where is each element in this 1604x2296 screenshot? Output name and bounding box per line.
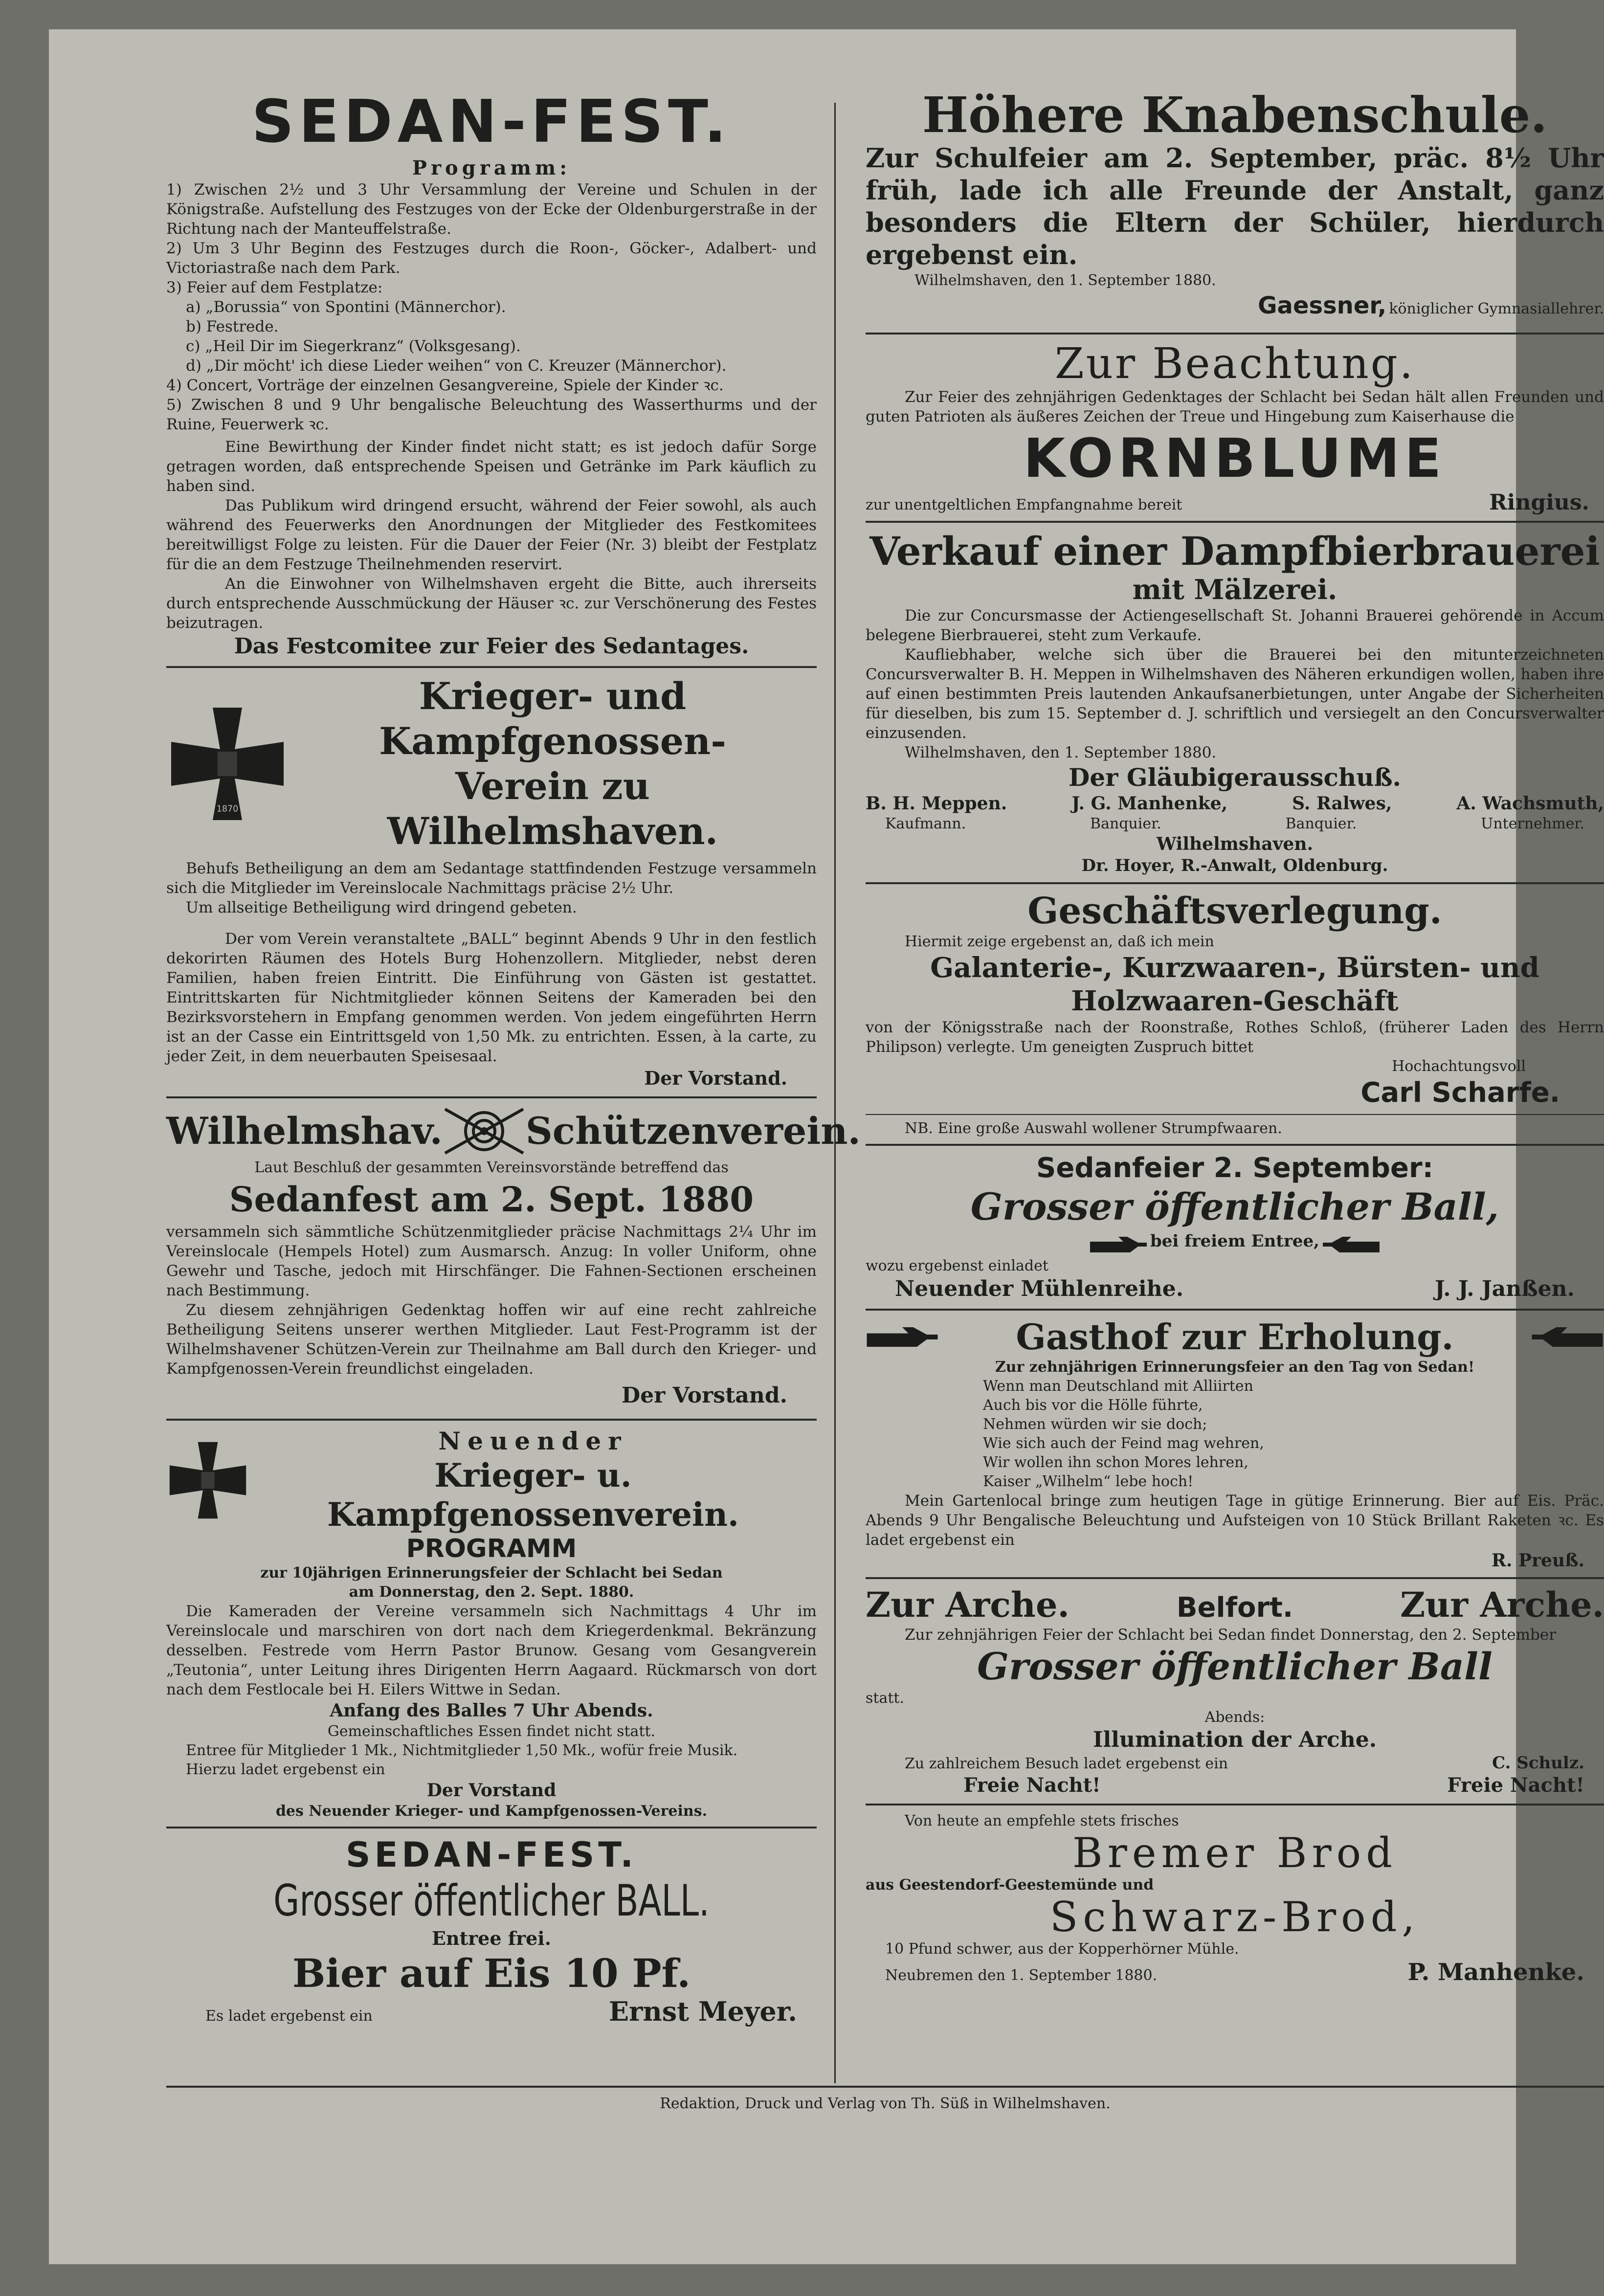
sedan-fest2-title: SEDAN-FEST. (346, 1835, 637, 1875)
creditor-name: A. Wachsmuth, (1456, 793, 1604, 814)
brod-pfund: 10 Pfund schwer, aus der Kopperhörner Mühle. (885, 1940, 1239, 1958)
verlegung-heading1: Galanterie-, Kurzwaaren-, Bürsten- und (930, 952, 1539, 984)
pointing-hand-left-icon (1322, 1235, 1381, 1254)
schuetzen-headline: Sedanfest am 2. Sept. 1880 (229, 1179, 754, 1220)
programm-item: c) „Heil Dir im Siegerkranz“ (Volksgesang). (186, 337, 521, 355)
creditor-roles (866, 814, 1604, 833)
programm-item: 1) Zwischen 2½ und 3 Uhr Versammlung der Vereine und Schulen in der Königstraße. Aufstellung des Festzuges von der Ecke der Oldenburgerstraße in der Richtung nach der Manteuffelstraße. (166, 181, 817, 238)
schuetzen-title-left: Wilhelmshav. (166, 1109, 443, 1153)
beachtung-text: Zur Feier des zehnjährigen Gedenktages der Schlacht bei Sedan hält allen Freunden und guten Patrioten als äußeres Zeichen der Treue und Hingebung zum Kaiserhause die (866, 388, 1604, 425)
paragraph: Kaufliebhaber, welche sich über die Brauerei bei den mitunterzeichneten Concursverwalter B. H. Meppen in Wilhelmshaven des Näheren erkundigen wollen, haben ihre auf einen bestimmten Preis lautenden Ankaufsanerbietungen, unter Angabe der Sicherheiten für dieselben, bis zum 15. September d. J. schriftlich und versiegelt an den Concursverwalter einzusenden. (866, 646, 1604, 742)
programm-item: 5) Zwischen 8 und 9 Uhr bengalische Beleuchtung des Wasserthurms und der Ruine, Feuerwerk ꝛc. (166, 396, 817, 433)
iron-cross-icon (166, 1439, 249, 1522)
ad-brod (866, 1811, 1604, 1986)
ad-sedanfeier (866, 1152, 1604, 1303)
brod-name: P. Manhenke. (1407, 1959, 1584, 1986)
divider (166, 1419, 817, 1421)
ad-sedan-fest-meyer (166, 1834, 817, 2027)
knabenschule-title: Höhere Knabenschule. (922, 86, 1548, 144)
verlegung-text: von der Königsstraße nach der Roonstraße, Rothes Schloß, (früherer Laden des Herrn Philipson) verlegte. Um geneigten Zuspruch bittet (866, 1019, 1604, 1056)
sedanfeier-ball: Grosser öffentlicher Ball, (970, 1185, 1499, 1228)
programm-item: b) Festrede. (186, 318, 279, 335)
paragraph: Die zur Concursmasse der Actiengesellschaft St. Johanni Brauerei gehörende in Accum belegene Bierbrauerei, steht zum Verkaufe. (866, 607, 1604, 644)
sedanfeier-name: J. J. Janßen. (1434, 1276, 1575, 1301)
brod-aus: aus Geestendorf-Geestemünde und (866, 1876, 1154, 1894)
sedan-fest2-ball: Grosser öffentlicher BALL. (273, 1875, 710, 1926)
pointing-hand-right-icon (866, 1323, 939, 1351)
divider (866, 521, 1604, 523)
target-icon (443, 1104, 526, 1158)
neuender-small-title: Neuender (438, 1427, 628, 1455)
neuender-sub1: zur 10jährigen Erinnerungsfeier der Schlacht bei Sedan (260, 1564, 723, 1582)
brod-bremer: Bremer Brod (1072, 1829, 1398, 1877)
arche-freie-nacht: Freie Nacht! (1447, 1774, 1584, 1797)
ad-krieger-verein (166, 674, 817, 1091)
verlegung-heading2: Holzwaaren-Geschäft (1071, 985, 1399, 1017)
newspaper-page (49, 29, 1604, 2264)
verlegung-intro: Hiermit zeige ergebenst an, daß ich mein (905, 933, 1214, 950)
kornblume: KORNBLUME (1023, 427, 1447, 490)
sedanfeier-entree: bei freiem Entree, (1150, 1231, 1320, 1251)
creditor-role: Banquier. (1090, 815, 1161, 832)
knabenschule-name: Gaessner, (1258, 292, 1387, 319)
sedan-fest2-bier: Bier auf Eis 10 Pf. (292, 1950, 691, 1996)
neuender-entree: Entree für Mitglieder 1 Mk., Nichtmitglieder 1,50 Mk., wofür freie Musik. (186, 1742, 738, 1759)
ad-sedan-fest (166, 88, 817, 660)
paragraph: Wilhelmshaven, den 1. September 1880. (905, 744, 1217, 761)
paragraph: Zu diesem zehnjährigen Gedenktag hoffen wir auf eine recht zahlreiche Betheiligung Seitens unserer werthen Mitglieder. Laut Fest-Programm ist der Wilhelmshavener Schützen-Verein zur Theilnahme am Ball durch den Krieger- und Kampfgenossen-Verein freundlichst eingeladen. (166, 1301, 817, 1378)
neuender-title: Krieger- u. Kampfgenossenverein. (327, 1456, 739, 1534)
erholung-sub: Zur zehnjährigen Erinnerungsfeier an den Tag von Sedan! (995, 1359, 1475, 1376)
sedan-fest2-ladet: Es ladet ergebenst ein (205, 2007, 373, 2025)
arche-freie-nacht: Freie Nacht! (963, 1774, 1101, 1797)
knabenschule-date: Wilhelmshaven, den 1. September 1880. (914, 272, 1216, 289)
left-column (166, 88, 861, 2027)
iron-cross-icon (166, 703, 289, 825)
footer-rule (166, 2086, 1604, 2088)
sedan-fest-title: SEDAN-FEST. (251, 88, 732, 156)
neuender-ball-time: Anfang des Balles 7 Uhr Abends. (330, 1700, 653, 1721)
programm-heading: Programm: (412, 156, 571, 179)
brauerei-place: Wilhelmshaven. (1156, 834, 1314, 854)
vorstand-signature: Der Vorstand. (644, 1067, 787, 1089)
festcomitee-signature: Das Festcomitee zur Feier des Sedantages. (234, 634, 749, 659)
ad-erholung (866, 1316, 1604, 1571)
creditor-names (866, 793, 1604, 814)
brod-intro: Von heute an empfehle stets frisches (905, 1812, 1179, 1829)
ad-arche (866, 1585, 1604, 1798)
paragraph: Die Kameraden der Vereine versammeln sich Nachmittags 4 Uhr im Vereinslocale und marschiren von dort nach dem Kriegerdenkmal. Bekränzung desselben. Festrede vom Herrn Pastor Brunow. Gesang vom Gesangverein „Teutonia“, unter Leitung ihres Dirigenten Herrn Aagaard. Rückmarsch von dort nach dem Festlocale bei H. Eilers Wittwe in Sedan. (166, 1603, 817, 1698)
brod-schwarz: Schwarz-Brod, (1049, 1893, 1420, 1941)
divider (866, 1114, 1604, 1115)
arche-besuch: Zu zahlreichem Besuch ladet ergebenst ein (905, 1755, 1228, 1772)
verlegung-nb: NB. Eine große Auswahl wollener Strumpfwaaren. (905, 1120, 1282, 1137)
poem-line: Kaiser „Wilhelm“ lebe hoch! (983, 1473, 1194, 1490)
ad-beachtung (866, 340, 1604, 515)
neuender-sub2: am Donnerstag, den 2. Sept. 1880. (349, 1583, 634, 1601)
brauerei-title: Verkauf einer Dampfbierbrauerei (869, 528, 1600, 574)
erholung-para: Mein Gartenlocal bringe zum heutigen Tage in gütige Erinnerung. Bier auf Eis. Präc. Abends 9 Uhr Bengalische Beleuchtung und Aufsteigen von 10 Stück Brillant Raketen ꝛc. Es ladet ergebenst ein (866, 1492, 1604, 1549)
poem-line: Nehmen würden wir sie doch; (983, 1416, 1207, 1433)
paragraph: Der vom Verein veranstaltete „BALL“ beginnt Abends 9 Uhr in den festlich dekorirten Räumen des Hotels Burg Hohenzollern. Mitglieder, nebst deren Familien, haben freien Eintritt. Die Einführung von Gästen ist gestattet. Eintrittskarten für Nichtmitglieder können Seitens der Kameraden bei den Bezirksvorstehern in Empfang genommen werden. Von jedem eingeführten Herrn ist an der Casse ein Eintrittsgeld von 1,50 Mk. zu entrichten. Essen, à la carte, zu jeder Zeit, in dem neuerbauten Speisesaal. (166, 930, 817, 1065)
brod-date: Neubremen den 1. September 1880. (885, 1967, 1158, 1984)
schuetzen-intro: Laut Beschluß der gesammten Vereinsvorstände betreffend das (254, 1159, 729, 1176)
knabenschule-text: Zur Schulfeier am 2. September, präc. 8½ Uhr früh, lade ich alle Freunde der Anstalt, ganz besonders die Eltern der Schüler, hierdurch ergebenst ein. (866, 142, 1604, 270)
arche-title-right: Zur Arche. (1400, 1584, 1604, 1625)
schuetzen-title-right: Schützenverein. (525, 1109, 861, 1153)
glaeubiger-ausschuss: Der Gläubigerausschuß. (1068, 763, 1402, 792)
divider (166, 666, 817, 668)
pointing-hand-left-icon (1531, 1323, 1604, 1351)
right-column (866, 88, 1604, 1986)
sedan-fest2-entree: Entree frei. (432, 1927, 551, 1949)
neuender-sig1: Der Vorstand (426, 1780, 557, 1801)
paragraph: Um allseitige Betheiligung wird dringend gebeten. (186, 899, 577, 916)
knabenschule-role: königlicher Gymnasiallehrer. (1389, 300, 1604, 317)
paragraph: An die Einwohner von Wilhelmshaven ergeht die Bitte, auch ihrerseits durch entsprechende Ausschmückung der Häuser ꝛc. zur Verschönerung des Festes beizutragen. (166, 575, 817, 632)
pointing-hand-right-icon (1089, 1235, 1148, 1254)
divider (166, 1096, 817, 1098)
column-divider (834, 103, 836, 2083)
programm-item: 3) Feier auf dem Festplatze: (166, 279, 383, 296)
neuender-programm: PROGRAMM (406, 1534, 577, 1563)
sedanfeier-title: Sedanfeier 2. September: (1036, 1152, 1433, 1184)
krieger-title-line1: Krieger- und Kampfgenossen- (379, 674, 726, 763)
arche-illumination: Illumination der Arche. (1092, 1727, 1377, 1752)
programm-item: d) „Dir möcht' ich diese Lieder weihen“ von C. Kreuzer (Männerchor). (186, 357, 727, 375)
paragraph: Das Publikum wird dringend ersucht, während der Feier sowohl, als auch während des Feuerwerks den Anordnungen der Mitglieder des Festkomitees bereitwilligst Folge zu leisten. Für die Dauer der Feier (Nr. 3) bleibt der Festplatz für die an dem Festzuge Theilnehmenden reservirt. (166, 497, 817, 573)
poem-line: Wir wollen ihn schon Mores lehren, (983, 1454, 1248, 1471)
footer-imprint: Redaktion, Druck und Verlag von Th. Süß in Wilhelmshaven. (660, 2095, 1111, 2112)
ad-knabenschule (866, 88, 1604, 327)
sedanfeier-wozu: wozu ergebenst einladet (866, 1257, 1048, 1274)
verlegung-title: Geschäftsverlegung. (1027, 890, 1442, 932)
beachtung-sub: zur unentgeltlichen Empfangnahme bereit (866, 496, 1182, 513)
divider (866, 1804, 1604, 1806)
cross-year-text: 1870 (216, 804, 239, 814)
arche-abends: Abends: (1204, 1709, 1265, 1726)
programm-item: a) „Borussia“ von Spontini (Männerchor). (186, 298, 506, 316)
erholung-poem (866, 1377, 1604, 1491)
creditor-role: Banquier. (1285, 815, 1357, 832)
divider (866, 1577, 1604, 1579)
arche-belfort: Belfort. (1176, 1592, 1293, 1624)
erholung-name: R. Preuß. (1492, 1550, 1584, 1571)
creditor-name: S. Ralwes, (1292, 793, 1392, 814)
neuender-ladet: Hierzu ladet ergebenst ein (186, 1761, 385, 1778)
verlegung-name: Carl Scharfe. (1360, 1077, 1560, 1109)
divider (866, 333, 1604, 334)
poem-line: Wie sich auch der Feind mag wehren, (983, 1435, 1264, 1452)
creditor-role: Kaufmann. (885, 815, 966, 832)
ad-brauerei (866, 529, 1604, 876)
arche-ball: Grosser öffentlicher Ball (977, 1645, 1493, 1688)
erholung-title: Gasthof zur Erholung. (1016, 1316, 1454, 1358)
arche-name: C. Schulz. (1492, 1753, 1584, 1773)
divider (166, 1827, 817, 1828)
krieger-title-line2: Verein zu Wilhelmshaven. (387, 764, 718, 853)
ad-neuender-verein (166, 1427, 817, 1821)
programm-item: 2) Um 3 Uhr Beginn des Festzuges durch die Roon-, Göcker-, Adalbert- und Victoriastraße nach dem Park. (166, 240, 817, 277)
neuender-essen: Gemeinschaftliches Essen findet nicht statt. (327, 1723, 656, 1740)
sedanfeier-place: Neuender Mühlenreihe. (895, 1276, 1184, 1301)
neuender-sig2: des Neuender Krieger- und Kampfgenossen-Vereins. (275, 1803, 708, 1820)
paragraph: versammeln sich sämmtliche Schützenmitglieder präcise Nachmittags 2¼ Uhr im Vereinslocale (Hempels Hotel) zum Ausmarsch. Anzug: In voller Uniform, ohne Gewehr und Tasche, jedoch mit Hirschfänger. Die Fahnen-Sectionen erscheinen nach Bestimmung. (166, 1223, 817, 1299)
creditor-role: Unternehmer. (1481, 815, 1584, 832)
poem-line: Wenn man Deutschland mit Alliirten (983, 1378, 1253, 1395)
ad-schuetzenverein (166, 1104, 861, 1413)
vorstand-signature: Der Vorstand. (622, 1383, 787, 1408)
arche-title-left: Zur Arche. (866, 1584, 1069, 1625)
brauerei-hoyer: Dr. Hoyer, R.-Anwalt, Oldenburg. (1081, 856, 1388, 875)
ad-verlegung (866, 890, 1604, 1138)
paragraph: Behufs Betheiligung an dem am Sedantage stattfindenden Festzuge versammeln sich die Mitglieder im Vereinslocale Nachmittags präcise 2½ Uhr. (166, 860, 817, 897)
brauerei-subtitle: mit Mälzerei. (1132, 574, 1337, 606)
programm-item: 4) Concert, Vorträge der einzelnen Gesangvereine, Spiele der Kinder ꝛc. (166, 377, 724, 394)
verlegung-hochachtung: Hochachtungsvoll (1392, 1058, 1526, 1075)
divider (866, 1144, 1604, 1146)
divider (866, 882, 1604, 884)
poem-line: Auch bis vor die Hölle führte, (983, 1397, 1203, 1414)
sedan-fest2-name: Ernst Meyer. (608, 1996, 797, 2027)
arche-text: Zur zehnjährigen Feier der Schlacht bei Sedan findet Donnerstag, den 2. September (905, 1626, 1557, 1644)
beachtung-title: Zur Beachtung. (1054, 339, 1415, 388)
divider (866, 1309, 1604, 1311)
beachtung-name: Ringius. (1489, 490, 1589, 515)
creditor-name: B. H. Meppen. (866, 793, 1007, 814)
programm-list (166, 180, 817, 633)
paragraph: Eine Bewirthung der Kinder findet nicht statt; es ist jedoch dafür Sorge getragen worden, daß entsprechende Speisen und Getränke im Park käuflich zu haben sind. (166, 438, 817, 495)
arche-statt: statt. (866, 1690, 904, 1707)
creditor-name: J. G. Manhenke, (1071, 793, 1228, 814)
